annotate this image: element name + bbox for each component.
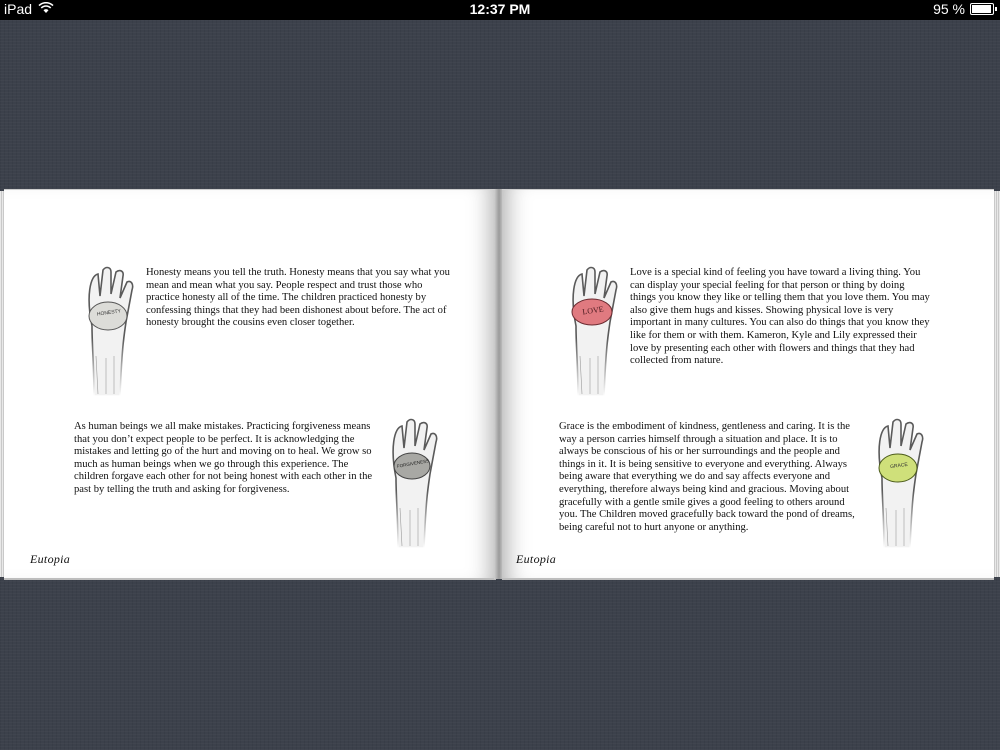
eutopia-logo-left: Eutopia [30,552,71,566]
stone-label-honesty: HONESTY [96,308,122,318]
book-spread[interactable] [0,189,1000,579]
status-bar [0,0,1000,20]
stone-label-forgiveness: FORGIVENESS [396,458,430,469]
hand-stone-honesty-illustration [76,266,138,401]
eutopia-logo-right: Eutopia [516,552,557,566]
hand-stone-love-illustration [560,266,622,401]
device-label: iPad [4,1,33,17]
paragraph-love: Love is a special kind of feeling you have toward a living thing. You can display your special feeling for that person or thing by doing things you know they like or telling them that you love them. You may also give them hugs and kisses. Showing physical love is very important in many cultures. You can also do things that you know they like for them or with them. Kameron, Kyle and Lily expressed their love by presenting each other with flowers and things that they had collected from nature. [630,267,930,367]
paragraph-honesty: Honesty means you tell the truth. Honesty means that you say what you mean and mean what you say. People respect and trust those who practice honesty all of the time. The children practiced honesty by confessing things that they had been dishonest about before. The act of honesty brought the cousins even closer together. [146,267,450,329]
stone-label-love: LOVE [581,304,605,317]
hand-stone-grace-illustration [866,418,928,553]
page-edge-right [994,191,1000,577]
paragraph-grace: Grace is the embodiment of kindness, gentleness and caring. It is the way a person carries himself through a situation and place. It is to always be conscious of his or her surroundings and the people and things in it. It is being sensitive to everyone and everything. Always being aware that everything we do and say affects everyone and everything, therefore always being kind and gracious. Moving about gracefully with a gentle smile gives a good feeling to others around you. The Children moved gracefully back toward the pond of dreams, being careful not to hurt anyone or anything. [559,421,855,533]
left-page[interactable] [4,189,496,580]
clock: 12:37 PM [469,1,531,17]
hand-stone-forgiveness-illustration [380,418,442,553]
paragraph-forgiveness: As human beings we all make mistakes. Practicing forgiveness means that you don’t expect people to be perfect. It is acknowledging the mistakes and letting go of the hurt and moving on to heal. We grow so much as human beings when we go through this experience. The children forgave each other for not being honest with each other in the past by telling the truth and asking for forgiveness. [74,421,373,495]
stone-label-grace: GRACE [889,461,909,471]
battery-percent: 95 % [933,1,965,17]
battery-icon [970,3,994,15]
right-page[interactable] [502,189,994,580]
